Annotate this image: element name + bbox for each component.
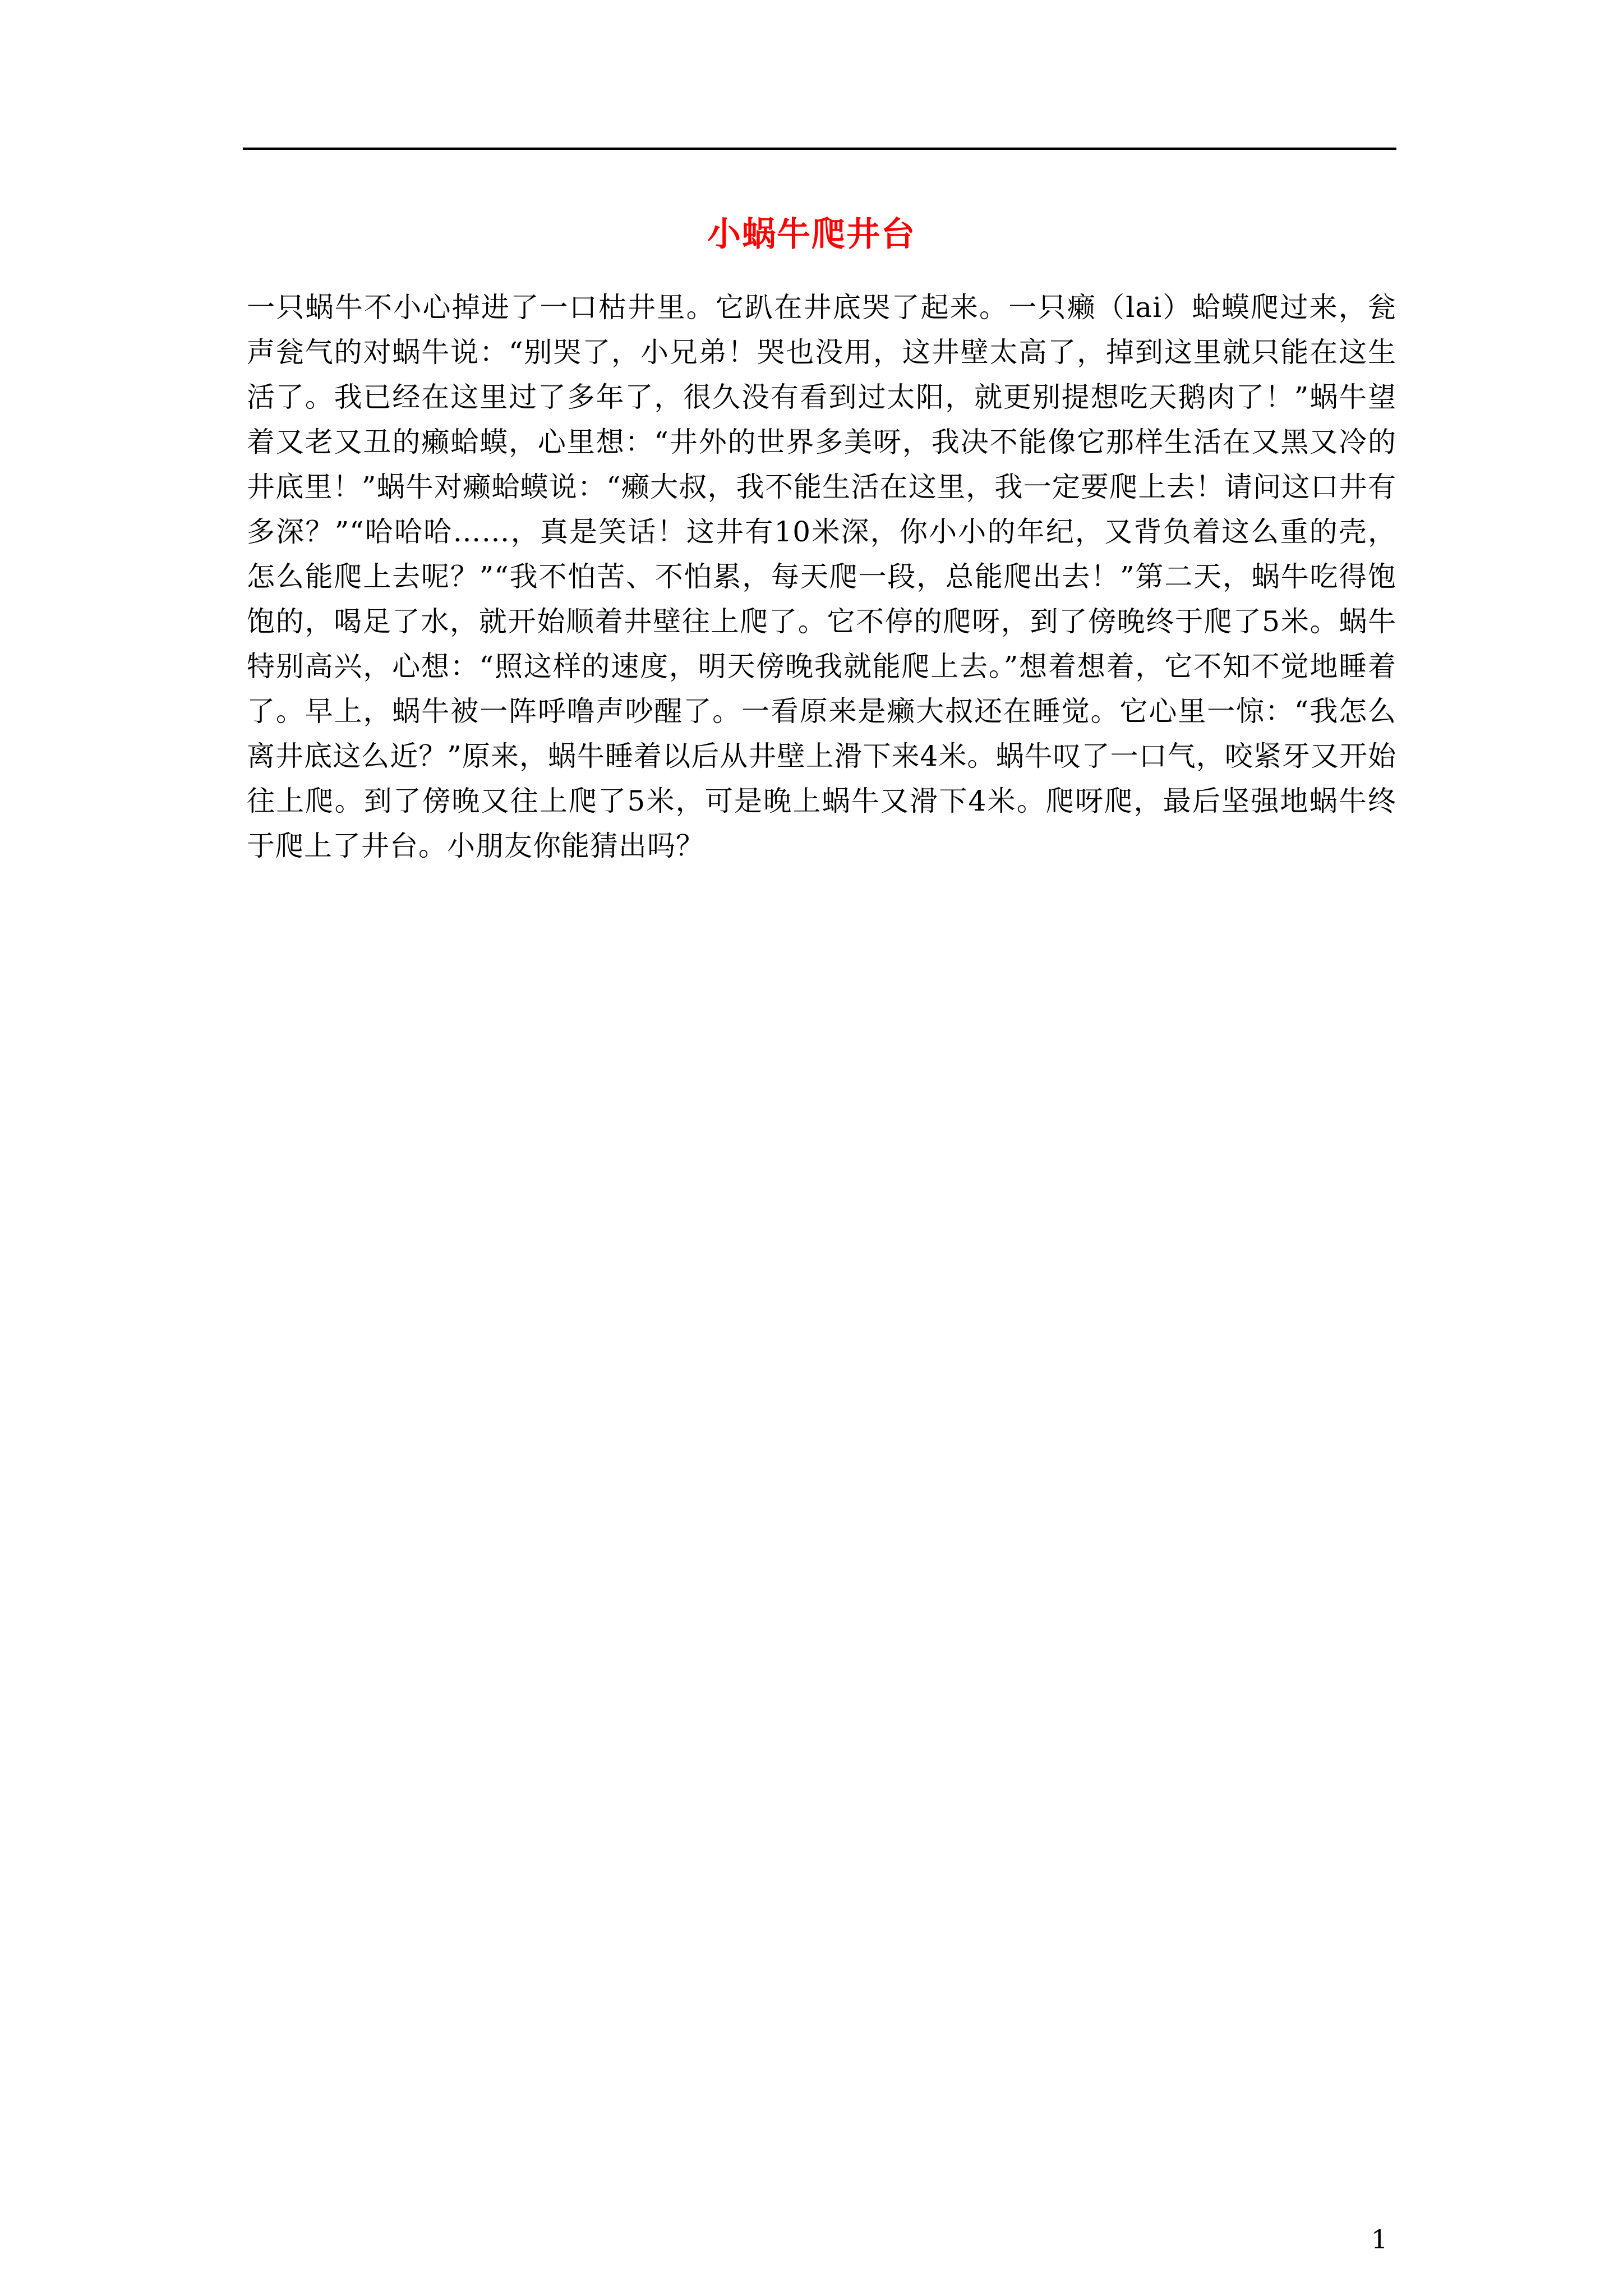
page-number: 1 — [1371, 2224, 1388, 2254]
story-paragraph: 一只蜗牛不小心掉进了一口枯井里。它趴在井底哭了起来。一只癞（lai）蛤蟆爬过来，瓮声瓮气的对蜗牛说：“别哭了，小兄弟！哭也没用，这井壁太高了，掉到这里就只能在这生活了。我已经在这里过了多年了，很久没有看到过太阳，就更别提想吃天鹅肉了！”蜗牛望着又老又丑的癞蛤蟆，心里想：“井外的世界多美呀，我决不能像它那样生活在又黑又冷的井底里！”蜗牛对癞蛤蟆说：“癞大叔，我不能生活在这里，我一定要爬上去！请问这口井有多深？”“哈哈哈……，真是笑话！这井有10米深，你小小的年纪，又背负着这么重的壳，怎么能爬上去呢？”“我不怕苦、不怕累，每天爬一段，总能爬出去！”第二天，蜗牛吃得饱饱的，喝足了水，就开始顺着井壁往上爬了。它不停的爬呀，到了傍晚终于爬了5米。蜗牛特别高兴，心想：“照这样的速度，明天傍晚我就能爬上去。”想着想着，它不知不觉地睡着了。早上，蜗牛被一阵呼噜声吵醒了。一看原来是癞大叔还在睡觉。它心里一惊：“我怎么离井底这么近？”原来，蜗牛睡着以后从井壁上滑下来4米。蜗牛叹了一口气，咬紧牙又开始往上爬。到了傍晚又往上爬了5米，可是晚上蜗牛又滑下4米。爬呀爬，最后坚强地蜗牛终于爬上了井台。小朋友你能猜出吗？ — [247, 291, 1396, 862]
page-title: 小蜗牛爬井台 — [707, 215, 916, 254]
header-rule — [243, 148, 1396, 150]
